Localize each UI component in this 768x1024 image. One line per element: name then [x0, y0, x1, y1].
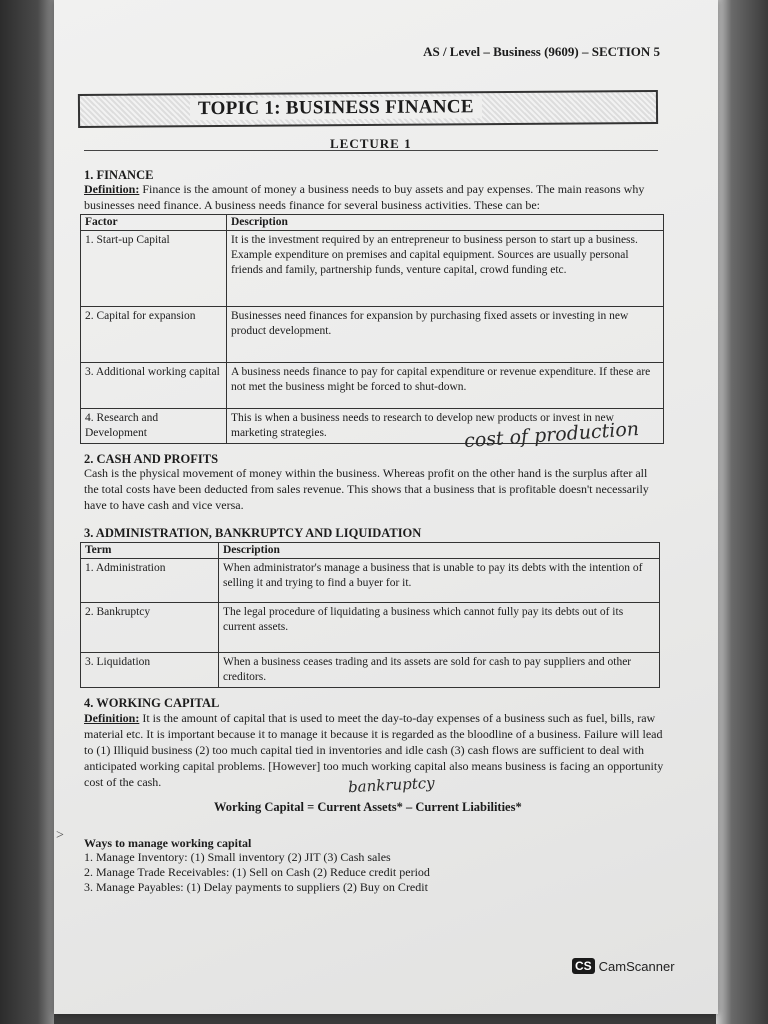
finance-definition [84, 181, 664, 213]
scan-background-right [716, 0, 768, 1024]
factor-cell: 2. Capital for expansion [81, 307, 227, 363]
table-row [81, 559, 660, 603]
table-row [81, 603, 660, 653]
term-cell: 1. Administration [81, 559, 219, 603]
camscanner-logo-icon: CS [572, 958, 595, 974]
handwritten-note-cost-of-production: cost of production [463, 417, 640, 453]
description-cell: It is the investment required by an entrepreneur to business person to start up a business. Example expenditure on premises and capital equipment. Sources are usually personal friends and family, partnership funds, venture capital, crowd funding etc. [227, 231, 664, 307]
table-header-row [81, 215, 664, 231]
finance-factors-table [80, 214, 664, 444]
list-item: 2. Manage Trade Receivables: (1) Sell on Cash (2) Reduce credit period [84, 865, 430, 879]
description-cell: A business needs finance to pay for capital expenditure or revenue expenditure. If these are not met the business might be forced to shut-down. [227, 363, 664, 409]
list-item: 1. Manage Inventory: (1) Small inventory (2) JIT (3) Cash sales [84, 850, 391, 864]
table-row [81, 307, 664, 363]
document-page [54, 0, 718, 1014]
column-header: Description [227, 215, 664, 231]
term-cell: 2. Bankruptcy [81, 603, 219, 653]
admin-terms-table [80, 542, 660, 688]
section-heading-administration: 3. ADMINISTRATION, BANKRUPTCY AND LIQUIDATION [84, 526, 422, 540]
working-capital-formula: Working Capital = Current Assets* – Current Liabilities* [214, 800, 522, 814]
cash-profits-text: Cash is the physical movement of money within the business. Whereas profit on the other hand is the surplus after all the total costs have been deducted from sales revenue. This shows that a business that is profitable doesn't necessarily have to have cash and vice versa. [84, 466, 649, 512]
list-item: 3. Manage Payables: (1) Delay payments to suppliers (2) Buy on Credit [84, 880, 428, 894]
description-cell: The legal procedure of liquidating a business which cannot fully pay its debts out of its current assets. [219, 603, 660, 653]
section-heading-cash-profits: 2. CASH AND PROFITS [84, 452, 219, 466]
lecture-label: LECTURE 1 [330, 136, 412, 151]
finance-definition-text: Finance is the amount of money a business needs to buy assets and pay expenses. The main reasons why businesses need finance. A business needs finance for several business activities. These can be: [84, 182, 645, 212]
table-row [81, 363, 664, 409]
section-heading-working-capital: 4. WORKING CAPITAL [84, 696, 220, 710]
description-cell: This is when a business needs to research to develop new products or invest in new marketing strategies. [227, 409, 664, 444]
working-capital-definition-text: It is the amount of capital that is used to meet the day-to-day expenses of a business such as fuel, bills, raw material etc. It is important because it to manage it because it is regarded as the bloodline of a business. Failure will lead to (1) Illiquid business (2) too much capital tied in inventories and idle cash (3) cash flows are sufficient to deal with anticipated working capital problems. [However] too much working capital also means business is facing an opportunity cost of the cash. [84, 711, 664, 789]
handwritten-note-bankruptcy: bankruptcy [347, 773, 436, 797]
factor-cell: 3. Additional working capital [81, 363, 227, 409]
topic-title: TOPIC 1: BUSINESS FINANCE [190, 96, 482, 120]
camscanner-label: CamScanner [598, 958, 675, 974]
column-header: Term [81, 543, 219, 559]
definition-label: Definition: [84, 182, 140, 196]
section-heading-finance: 1. FINANCE [84, 168, 154, 182]
term-cell: 3. Liquidation [81, 653, 219, 688]
column-header: Description [219, 543, 660, 559]
column-header: Factor [81, 215, 227, 231]
description-cell: Businesses need finances for expansion by purchasing fixed assets or investing in new product development. [227, 307, 664, 363]
table-header-row [81, 543, 660, 559]
factor-cell: 4. Research and Development [81, 409, 227, 444]
camscanner-watermark [572, 958, 675, 974]
lecture-divider [84, 150, 658, 151]
course-header: AS / Level – Business (9609) – SECTION 5 [423, 44, 660, 59]
scan-background-left [0, 0, 54, 1024]
description-cell: When administrator's manage a business that is unable to pay its debts with the intention of selling it and trying to find a buyer for it. [219, 559, 660, 603]
table-row [81, 231, 664, 307]
definition-label: Definition: [84, 711, 140, 725]
factor-cell: 1. Start-up Capital [81, 231, 227, 307]
ways-title: Ways to manage working capital [84, 836, 252, 850]
ways-list [84, 850, 430, 895]
description-cell: When a business ceases trading and its assets are sold for cash to pay suppliers and other creditors. [219, 653, 660, 688]
topic-banner [78, 90, 658, 128]
pen-mark-arrow-icon: > [56, 828, 64, 843]
table-row [81, 653, 660, 688]
